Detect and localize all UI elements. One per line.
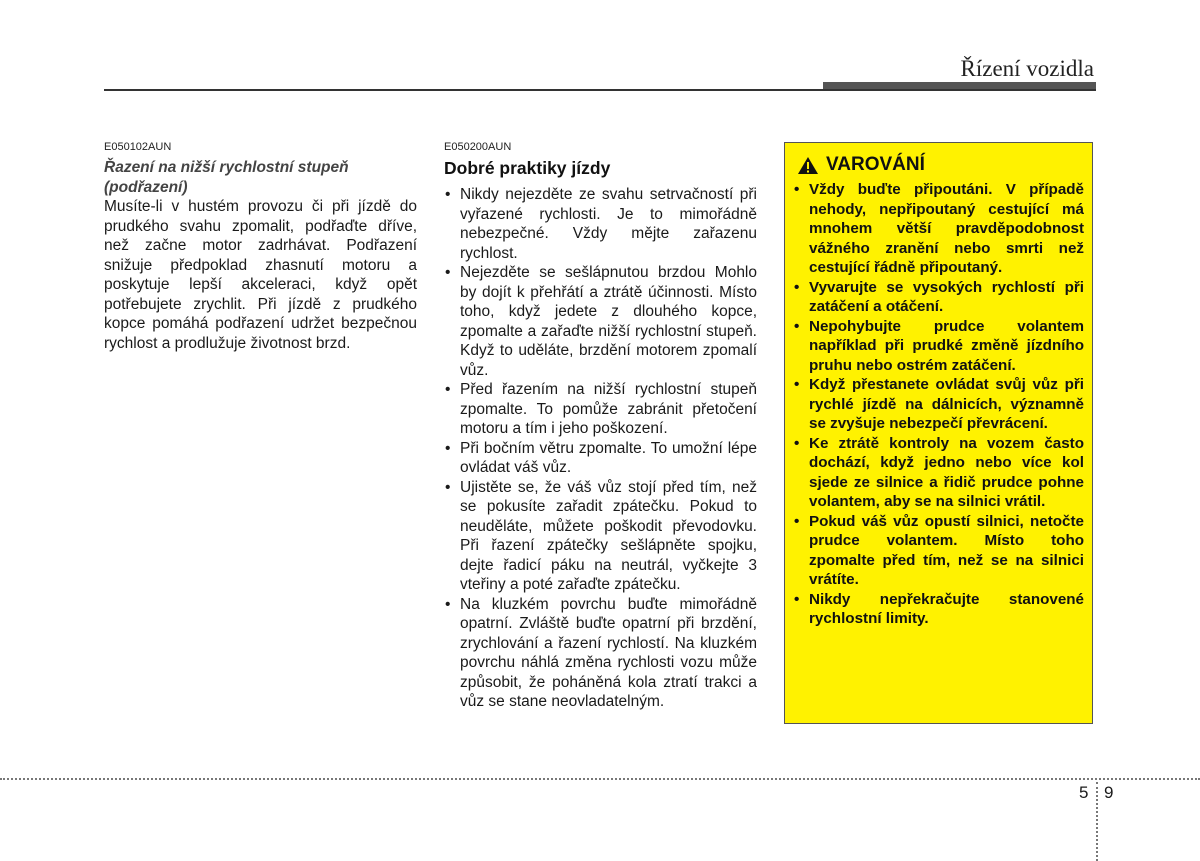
practices-list <box>444 185 757 712</box>
page-number: 9 <box>1104 783 1114 802</box>
chapter-number: 5 <box>1079 783 1089 802</box>
middle-column <box>444 140 757 712</box>
list-item: • Na kluzkém povrchu buďte mimořádně opatrní. Zvláště buďte opatrní při brzdění, zrychlování a řazení rychlostí. Na kluzkém povrchu náhlá změna rychlosti vozu může způsobit, že poháněná kola ztratí trakci a vůz se stane neovladatelným. <box>444 595 757 712</box>
page-header-title: Řízení vozidla <box>960 56 1094 81</box>
list-item: • Nikdy nepřekračujte stanovené rychlostní limity. <box>793 590 1084 629</box>
section-heading: Dobré praktiky jízdy <box>444 158 611 178</box>
header-rule <box>104 89 1096 91</box>
list-item: • Nikdy nejezděte ze svahu setrvačností při vyřazené rychlosti. Je to mimořádně nebezpečné. Vždy mějte zařazenu rychlost. <box>444 185 757 263</box>
section-code: E050102AUN <box>104 141 172 153</box>
list-item: • Když přestanete ovládat svůj vůz při rychlé jízdě na dálnicích, významně se zvyšuje nebezpečí převrácení. <box>793 375 1084 434</box>
warning-box <box>784 142 1093 724</box>
warning-list <box>793 180 1084 629</box>
footer-vertical-divider <box>1096 782 1098 861</box>
warning-triangle-icon <box>797 156 819 175</box>
list-item: • Pokud váš vůz opustí silnici, netočte prudce volantem. Místo toho zpomalte před tím, než se na silnici vrátíte. <box>793 512 1084 590</box>
list-item: • Nepohybujte prudce volantem například při prudké změně jízdního pruhu nebo ostrém zatáčení. <box>793 317 1084 376</box>
section-code: E050200AUN <box>444 141 512 153</box>
list-item: • Ujistěte se, že váš vůz stojí před tím, než se pokusíte zařadit zpátečku. Pokud to neuděláte, můžete poškodit převodovku. Při řazení zpátečky sešlápněte spojku, dejte řadicí páku na neutrál, vyčkejte 3 vteřiny a poté zařaďte zpátečku. <box>444 478 757 595</box>
section-body: Musíte-li v hustém provozu či při jízdě do prudkého svahu zpomalit, podřaďte dříve, než začne motor zadrhávat. Podřazení snižuje předpoklad zhasnutí motoru a poskytuje lepší akceleraci, když opět potřebujete zrychlit. Při jízdě z prudkého kopce pomáhá podřazení udržet bezpečnou rychlost a prodlužuje životnost brzd. <box>104 198 417 352</box>
warning-header <box>797 152 1084 178</box>
section-subheading: Řazení na nižší rychlostní stupeň (podřazení) <box>104 159 349 196</box>
list-item: • Ke ztrátě kontroly na vozem často dochází, když jedno nebo více kol sjede ze silnice a řidič prudce pohne volantem, aby se na silnici vrátil. <box>793 434 1084 512</box>
list-item: • Vždy buďte připoutáni. V případě nehody, nepřipoutaný cestující má mnohem větší pravděpodobnost vážného zranění nebo smrti než cestující řádně připoutaný. <box>793 180 1084 278</box>
left-column <box>104 140 417 353</box>
warning-title: VAROVÁNÍ <box>826 154 925 175</box>
list-item: • Při bočním větru zpomalte. To umožní lépe ovládat váš vůz. <box>444 439 757 478</box>
list-item: • Nejezděte se sešlápnutou brzdou Mohlo by dojít k přehřátí a ztrátě účinnosti. Místo toho, když jedete z dlouhého kopce, zpomalte a zařaďte nižší rychlostní stupeň. Když to uděláte, brzdění motorem zpomalí vůz. <box>444 263 757 380</box>
footer-divider <box>0 778 1200 780</box>
list-item: • Vyvarujte se vysokých rychlostí při zatáčení a otáčení. <box>793 278 1084 317</box>
list-item: • Před řazením na nižší rychlostní stupeň zpomalte. To pomůže zabránit přetočení motoru a tím i jeho poškození. <box>444 380 757 439</box>
